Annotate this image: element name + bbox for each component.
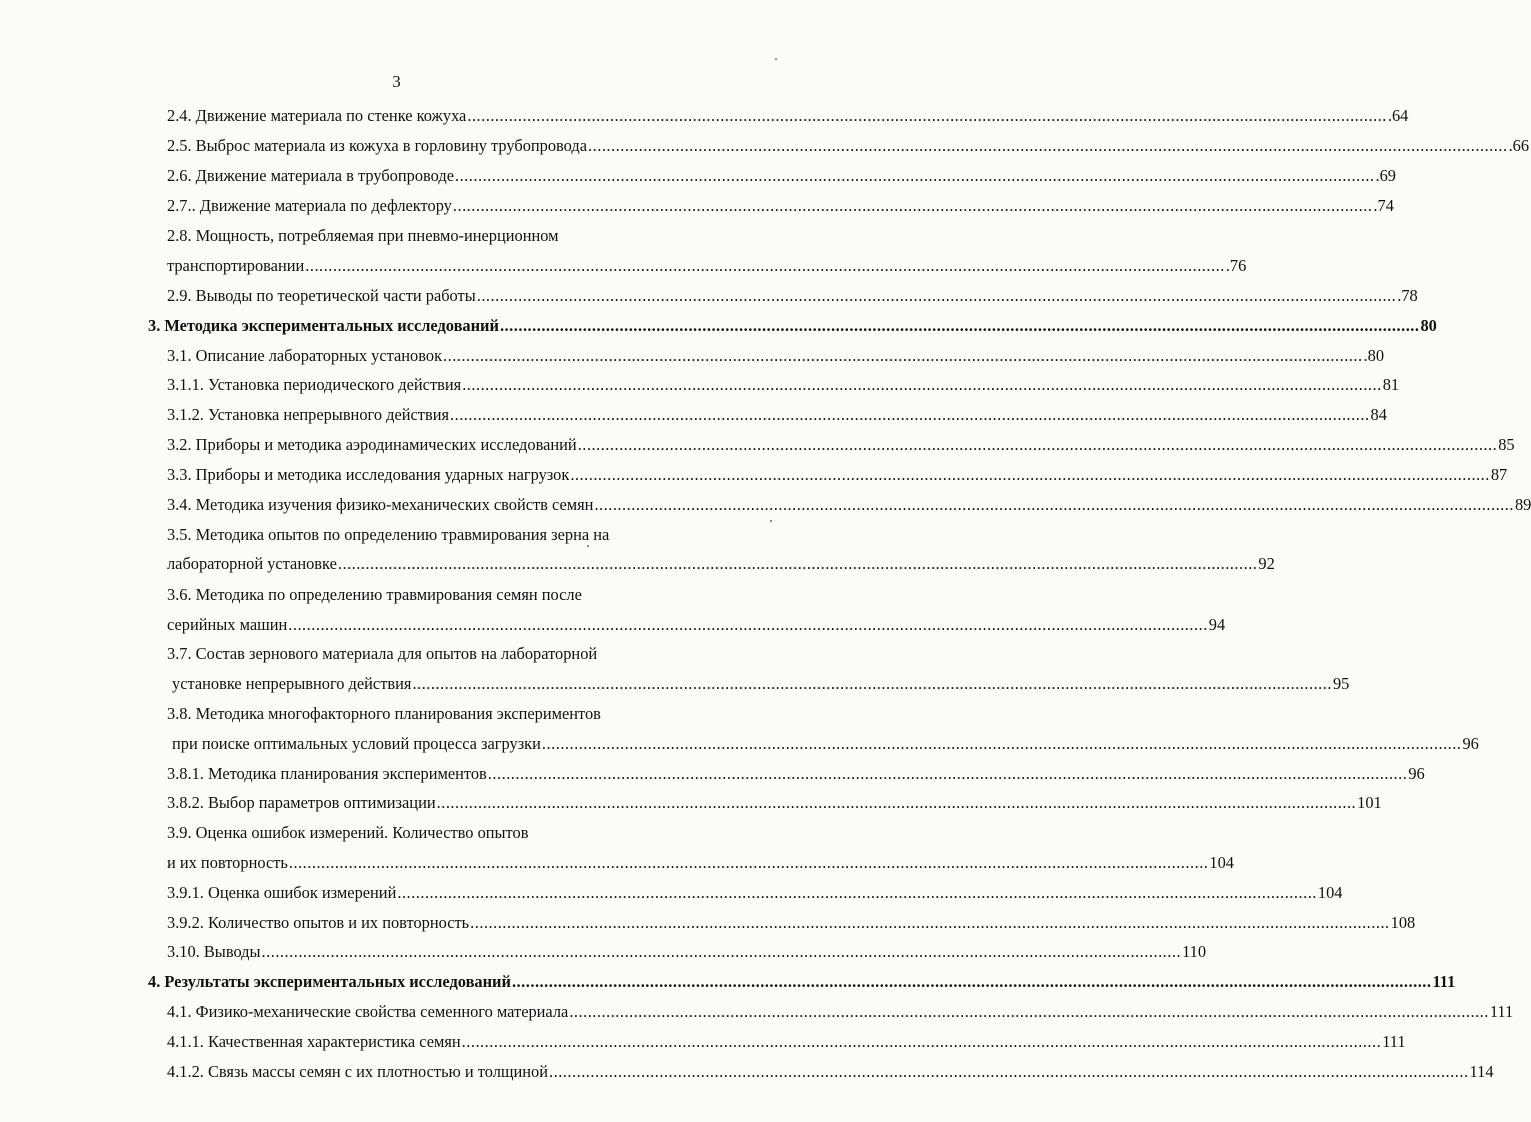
- toc-dot-leader: ........................................................................................................................................................................................................: [594, 495, 1514, 514]
- toc-entry: [167, 821, 730, 845]
- toc-dot-leader: ........................................................................................................................................................................................................: [467, 106, 1387, 125]
- toc-entry-title: 3.10. Выводы: [167, 942, 261, 961]
- toc-page-number: 85: [1498, 435, 1515, 454]
- toc-entry: [167, 1000, 1514, 1024]
- toc-dot-leader: ........................................................................................................................................................................................................: [452, 196, 1373, 215]
- toc-entry-title: 3.1. Описание лабораторных установок: [167, 346, 443, 365]
- toc-dot-leader: ........................................................................................................................................................................................................: [305, 256, 1225, 275]
- toc-entry-title: 2.7.. Движение материала по дефлектору: [167, 196, 452, 215]
- toc-dot-leader: ........................................................................................................................................................................................................: [461, 1032, 1382, 1051]
- toc-entry: [167, 433, 1515, 457]
- toc-entry-title: 2.8. Мощность, потребляемая при пневмо-инерционном: [167, 226, 559, 245]
- toc-entry-title: 2.9. Выводы по теоретической части работы: [167, 286, 476, 305]
- toc-entry-title: 4.1.2. Связь массы семян с их плотностью и толщиной: [167, 1062, 549, 1081]
- toc-dot-leader: ........................................................................................................................................................................................................: [261, 942, 1182, 961]
- toc-entry-title: и их повторность: [167, 853, 288, 872]
- toc-entry: [167, 1060, 1494, 1084]
- toc-entry-title: 3.5. Методика опытов по определению травмирования зерна на: [167, 525, 610, 544]
- toc-entry: [167, 463, 1508, 487]
- toc-entry-title: лабораторной установке: [167, 554, 337, 573]
- toc-entry-title: 3.8.2. Выбор параметров оптимизации: [167, 793, 436, 812]
- toc-entry-title: установке непрерывного действия: [172, 674, 412, 693]
- toc-entry-title: 3.9.2. Количество опытов и их повторность: [167, 913, 470, 932]
- toc-entry: [167, 791, 1382, 815]
- toc-entry: [167, 523, 730, 547]
- toc-entry: [167, 552, 1275, 576]
- toc-entry-title: 3.1.1. Установка периодического действия: [167, 375, 462, 394]
- toc-entry-title: серийных машин: [167, 615, 288, 634]
- toc-dot-leader: ........................................................................................................................................................................................................: [443, 346, 1363, 365]
- toc-entry: [167, 134, 1530, 158]
- toc-dot-leader: ........................................................................................................................................................................................................: [499, 316, 1420, 335]
- scan-speck: [770, 520, 772, 522]
- toc-page-number: 110: [1182, 942, 1207, 961]
- toc-dot-leader: ........................................................................................................................................................................................................: [288, 853, 1209, 872]
- toc-page-number: 114: [1469, 1062, 1494, 1081]
- toc-entry-title: 2.6. Движение материала в трубопроводе: [167, 166, 454, 185]
- toc-dot-leader: ........................................................................................................................................................................................................: [470, 913, 1390, 932]
- toc-entry: [167, 613, 1226, 637]
- toc-entry-title: 3.3. Приборы и методика исследования ударных нагрузок: [167, 465, 570, 484]
- toc-page-number: 96: [1462, 734, 1479, 753]
- toc-page-number: 84: [1370, 405, 1387, 424]
- toc-page-number: .66: [1508, 136, 1530, 155]
- toc-entry: [167, 881, 1343, 905]
- toc-entry: [167, 493, 1531, 517]
- toc-entry: [167, 851, 1234, 875]
- toc-entry-title: 3.7. Состав зернового материала для опытов на лабораторной: [167, 644, 598, 663]
- toc-entry-title: 3.9. Оценка ошибок измерений. Количество опытов: [167, 823, 529, 842]
- toc-entry: [167, 284, 1418, 308]
- toc-entry: [167, 194, 1394, 218]
- toc-dot-leader: ........................................................................................................................................................................................................: [412, 674, 1332, 693]
- toc-dot-leader: ........................................................................................................................................................................................................: [337, 554, 1258, 573]
- toc-entry-title: 3. Методика экспериментальных исследований: [148, 316, 499, 335]
- toc-dot-leader: ........................................................................................................................................................................................................: [288, 615, 1208, 634]
- toc-page-number: 108: [1390, 913, 1416, 932]
- toc-dot-leader: ........................................................................................................................................................................................................: [436, 793, 1357, 812]
- toc-entry: [148, 970, 1456, 994]
- toc-entry: [167, 583, 730, 607]
- toc-page-number: 111: [1489, 1002, 1514, 1021]
- toc-page-number: .74: [1373, 196, 1394, 215]
- toc-page-number: .80: [1363, 346, 1385, 365]
- toc-entry-title: 2.5. Выброс материала из кожуха в горловину трубопровода: [167, 136, 588, 155]
- toc-entry-title: 4.1.1. Качественная характеристика семян: [167, 1032, 461, 1051]
- toc-dot-leader: ........................................................................................................................................................................................................: [588, 136, 1508, 155]
- toc-entry-title: транспортировании: [167, 256, 305, 275]
- toc-entry-title: при поиске оптимальных условий процесса загрузки: [172, 734, 541, 753]
- toc-page-number: 95: [1332, 674, 1350, 693]
- toc-dot-leader: ........................................................................................................................................................................................................: [549, 1062, 1469, 1081]
- toc-dot-leader: ........................................................................................................................................................................................................: [454, 166, 1375, 185]
- toc-page-number: 104: [1317, 883, 1343, 902]
- toc-entry-title: 3.9.1. Оценка ошибок измерений: [167, 883, 397, 902]
- toc-page-number: 101: [1357, 793, 1382, 812]
- toc-entry: [167, 224, 730, 248]
- toc-entry: [167, 104, 1409, 128]
- toc-dot-leader: ........................................................................................................................................................................................................: [462, 375, 1382, 394]
- toc-page-number: 111: [1382, 1032, 1406, 1051]
- toc-entry: [167, 762, 1425, 786]
- toc-entry-title: 4.1. Физико-механические свойства семенного материала: [167, 1002, 569, 1021]
- toc-entry: [167, 373, 1400, 397]
- toc-dot-leader: ........................................................................................................................................................................................................: [397, 883, 1317, 902]
- toc-entry: [167, 344, 1385, 368]
- toc-entry-title: 2.4. Движение материала по стенке кожуха: [167, 106, 467, 125]
- toc-page-number: 104: [1209, 853, 1234, 872]
- toc-page-number: 87: [1490, 465, 1508, 484]
- toc-entry: [167, 911, 1416, 935]
- toc-entry-title: 3.1.2. Установка непрерывного действия: [167, 405, 450, 424]
- toc-dot-leader: ........................................................................................................................................................................................................: [487, 764, 1408, 783]
- toc-entry-title: 4. Результаты экспериментальных исследований: [148, 972, 511, 991]
- toc-page-number: .76: [1225, 256, 1247, 275]
- toc-entry: [167, 403, 1387, 427]
- toc-page-number: 89: [1514, 495, 1531, 514]
- toc-dot-leader: ........................................................................................................................................................................................................: [541, 734, 1462, 753]
- toc-dot-leader: ........................................................................................................................................................................................................: [476, 286, 1397, 305]
- toc-entry: [167, 1030, 1406, 1054]
- toc-entry-title: 3.6. Методика по определению травмирования семян после: [167, 585, 582, 604]
- page-number: 3: [392, 72, 401, 91]
- toc-entry-title: 3.8.1. Методика планирования экспериментов: [167, 764, 487, 783]
- toc-entry: [167, 642, 730, 666]
- toc-entry: [172, 732, 1479, 756]
- toc-entry: [167, 702, 730, 726]
- scan-speck: [587, 545, 589, 547]
- toc-entry: [167, 164, 1397, 188]
- toc-page-number: 80: [1420, 316, 1437, 335]
- toc-entry: [148, 314, 1437, 338]
- toc-page-number: 111: [1432, 972, 1456, 991]
- scan-speck: [775, 58, 777, 60]
- toc-page-number: .69: [1375, 166, 1397, 185]
- toc-entry: [167, 254, 1247, 278]
- toc-page-number: 81: [1382, 375, 1400, 394]
- toc-dot-leader: ........................................................................................................................................................................................................: [511, 972, 1432, 991]
- toc-dot-leader: ........................................................................................................................................................................................................: [570, 465, 1490, 484]
- toc-entry: [172, 672, 1350, 696]
- toc-entry-title: 3.8. Методика многофакторного планирования экспериментов: [167, 704, 601, 723]
- toc-page-number: 94: [1208, 615, 1226, 634]
- toc-page-number: .64: [1387, 106, 1409, 125]
- toc-page-number: 96: [1408, 764, 1425, 783]
- toc-entry: [167, 940, 1207, 964]
- toc-dot-leader: ........................................................................................................................................................................................................: [450, 405, 1370, 424]
- toc-dot-leader: ........................................................................................................................................................................................................: [569, 1002, 1489, 1021]
- toc-page-number: .78: [1397, 286, 1418, 305]
- toc-entry-title: 3.4. Методика изучения физико-механических свойств семян: [167, 495, 594, 514]
- toc-dot-leader: ........................................................................................................................................................................................................: [577, 435, 1498, 454]
- toc-page-number: 92: [1258, 554, 1275, 573]
- toc-entry-title: 3.2. Приборы и методика аэродинамических исследований: [167, 435, 577, 454]
